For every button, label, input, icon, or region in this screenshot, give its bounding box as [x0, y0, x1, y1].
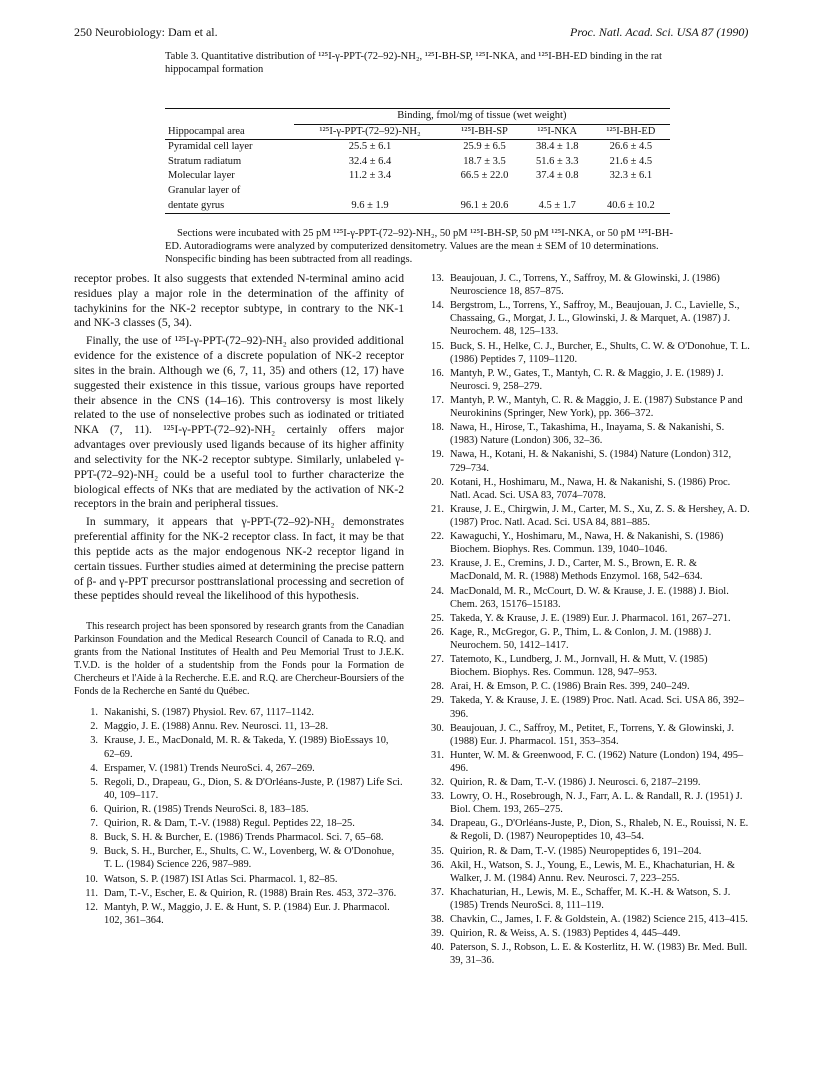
reference-item: [74, 720, 404, 733]
reference-number: 26.: [431, 626, 444, 638]
reference-item: [420, 845, 750, 858]
table-cell-value: 21.6 ± 4.5: [609, 155, 653, 167]
reference-item: [420, 272, 750, 298]
reference-number: 28.: [431, 681, 444, 693]
table-cell-value: 37.4 ± 0.8: [535, 170, 579, 182]
table-col-header: ¹²⁵I-BH-ED: [592, 124, 670, 140]
reference-text: Quirion, R. (1985) Trends NeuroSci. 8, 183–185.: [104, 803, 309, 815]
table-row: [165, 155, 670, 170]
reference-text: Arai, H. & Emson, P. C. (1986) Brain Res. 399, 240–249.: [450, 681, 690, 693]
reference-text: Maggio, J. E. (1988) Annu. Rev. Neurosci. 11, 13–28.: [104, 721, 329, 733]
reference-number: 34.: [431, 818, 444, 830]
table-cell-value: 11.2 ± 3.4: [348, 170, 392, 182]
running-header-right: Proc. Natl. Acad. Sci. USA 87 (1990): [570, 25, 749, 39]
reference-text: Takeda, Y. & Krause, J. E. (1989) Proc. Natl. Acad. Sci. USA 86, 392–396.: [450, 695, 744, 720]
reference-number: 30.: [431, 722, 444, 734]
reference-text: Nawa, H., Hirose, T., Takashima, H., Inayama, S. & Nakanishi, S. (1983) Nature (London) 306, 32–36.: [450, 422, 725, 447]
reference-number: 33.: [431, 791, 444, 803]
reference-number: 4.: [90, 762, 98, 774]
table-cell-value: [294, 184, 447, 199]
reference-item: [420, 886, 750, 912]
table-cell-area: Molecular layer: [168, 170, 235, 182]
table-cell-value: 25.9 ± 6.5: [463, 141, 506, 153]
table-cell-value: 32.4 ± 6.4: [348, 155, 392, 167]
reference-item: [420, 680, 750, 693]
reference-number: 18.: [431, 422, 444, 434]
reference-number: 35.: [431, 845, 444, 857]
reference-text: Paterson, S. J., Robson, L. E. & Kosterlitz, H. W. (1983) Br. Med. Bull. 39, 31–36.: [450, 942, 748, 967]
reference-text: Hunter, W. M. & Greenwood, F. C. (1962) Nature (London) 194, 495–496.: [450, 749, 744, 774]
running-header-left: 250 Neurobiology: Dam et al.: [74, 25, 218, 39]
reference-text: Mantyh, P. W., Maggio, J. E. & Hunt, S. P. (1984) Eur. J. Pharmacol. 102, 361–364.: [104, 901, 390, 926]
reference-number: 21.: [431, 503, 444, 515]
reference-item: [420, 941, 750, 967]
table-cell-area: Granular layer of: [168, 184, 241, 196]
reference-text: Mantyh, P. W., Mantyh, C. R. & Maggio, J. E. (1987) Substance P and Neurokinins (Springer, New York), pp. 366–372.: [450, 394, 743, 420]
table-cell-area: dentate gyrus: [165, 199, 294, 214]
reference-text: Bergstrom, L., Torrens, Y., Saffroy, M., Beaujouan, J. C., Lavielle, S., Chassaing, G., Morgat, J. L., Glowinski, J. & Marquet, A. (1987) J. Neurochem. 48, 125–133.: [450, 300, 740, 338]
reference-item: [420, 448, 750, 474]
reference-number: 39.: [431, 928, 444, 940]
reference-number: 7.: [90, 818, 98, 830]
table-cell-value: 96.1 ± 20.6: [446, 199, 522, 214]
table-cell-area: Stratum radiatum: [168, 155, 242, 167]
reference-item: [74, 887, 404, 900]
reference-text: Mantyh, P. W., Gates, T., Mantyh, C. R. & Maggio, J. E. (1989) J. Neurosci. 9, 258–279.: [450, 367, 724, 392]
reference-number: 32.: [431, 777, 444, 789]
reference-number: 12.: [85, 901, 98, 913]
table-cell-value: 51.6 ± 3.3: [535, 155, 579, 167]
reference-text: Khachaturian, H., Lewis, M. E., Schaffer, M. K.-H. & Watson, S. J. (1985) Trends NeuroSci. 8, 111–119.: [450, 886, 731, 912]
reference-item: [420, 927, 750, 940]
reference-text: Drapeau, G., D'Orléans-Juste, P., Dion, S., Rhaleb, N. E., Rouissi, N. E. & Regoli, D. (1987) Neuropeptides 10, 43–54.: [450, 818, 749, 843]
binding-table: [165, 108, 670, 214]
reference-text: Krause, J. E., Chirgwin, J. M., Carter, M. S., Xu, Z. S. & Hershey, A. D. (1987) Proc. Natl. Acad. Sci. USA 84, 881–885.: [450, 503, 750, 528]
reference-number: 24.: [431, 585, 444, 597]
reference-item: [420, 859, 750, 885]
reference-number: 25.: [431, 612, 444, 624]
table-cell-value: [592, 184, 670, 199]
reference-item: [420, 340, 750, 366]
reference-text: Quirion, R. & Dam, T.-V. (1985) Neuropeptides 6, 191–204.: [450, 845, 702, 857]
table-cell-value: 25.5 ± 6.1: [348, 141, 392, 153]
reference-item: [420, 749, 750, 775]
reference-text: Krause, J. E., Cremins, J. D., Carter, M. S., Brown, E. R. & MacDonald, M. R. (1988) Methods Enzymol. 168, 542–634.: [450, 558, 703, 583]
paragraph: receptor probes. It also suggests that extended N-terminal amino acid residues play a major role in the determination of the affinity of tachykinins for the NK-2 receptor subtype, in contrary to the NK-1 and NK-3 classes (5, 34).: [74, 272, 404, 330]
table-cell-value: [523, 184, 592, 199]
table-cell-value: 4.5 ± 1.7: [523, 199, 592, 214]
reference-text: Dam, T.-V., Escher, E. & Quirion, R. (1988) Brain Res. 453, 372–376.: [104, 887, 397, 899]
table-col-header: ¹²⁵I-BH-SP: [446, 124, 522, 140]
reference-number: 22.: [431, 531, 444, 543]
reference-number: 37.: [431, 886, 444, 898]
reference-item: [420, 612, 750, 625]
reference-number: 31.: [431, 749, 444, 761]
reference-item: [420, 367, 750, 393]
reference-item: [420, 476, 750, 502]
table-body: [165, 140, 670, 214]
reference-text: Kawaguchi, Y., Hoshimaru, M., Nawa, H. & Nakanishi, S. (1986) Biochem. Biophys. Res. Commun. 139, 1040–1046.: [450, 531, 724, 556]
table-area-header: Hippocampal area: [165, 109, 294, 140]
table-row: [165, 199, 670, 214]
reference-item: [420, 776, 750, 789]
reference-item: [420, 790, 750, 816]
reference-item: [74, 845, 404, 871]
paragraph: Finally, the use of ¹²⁵I-γ-PPT-(72–92)-NH₂ also provided additional evidence for the existence of a discrete population of NK-2 receptor sites in the brain. Although we (6, 7, 11, 35) and others (12, 17) have suggested their existence in this tissue, various groups have reported their absence in the CNS (14–16). This controversy is most likely related to the use of nonselective probes such as iodinated or tritiated NKA (7, 11). ¹²⁵I-γ-PPT-(72–92)-NH₂ certainly offers major advantages over previously used ligands because of its higher affinity and selectivity for the NK-2 receptor subtype. Similarly, unlabeled γ-PPT-(72–92)-NH₂ could be a useful tool to further characterize the biological effects of NKs that are mediated by the activation of NK-2 receptors in the brain and peripheral tissues.: [74, 334, 404, 511]
table-row: [165, 169, 670, 184]
table-cell-value: 38.4 ± 1.8: [535, 141, 579, 153]
reference-number: 23.: [431, 558, 444, 570]
reference-item: [420, 503, 750, 529]
table-cell-area: Pyramidal cell layer: [168, 141, 253, 153]
table-cell-value: [446, 184, 522, 199]
reference-list-left: [74, 706, 404, 927]
reference-text: Quirion, R. & Dam, T.-V. (1988) Regul. Peptides 22, 18–25.: [104, 818, 355, 830]
reference-number: 14.: [431, 300, 444, 312]
reference-item: [420, 530, 750, 556]
table-row: [165, 140, 670, 155]
reference-item: [420, 299, 750, 338]
table-span-header: Binding, fmol/mg of tissue (wet weight): [294, 109, 670, 125]
reference-number: 3.: [90, 735, 98, 747]
reference-item: [420, 626, 750, 652]
reference-text: Tatemoto, K., Lundberg, J. M., Jornvall, H. & Mutt, V. (1985) Biochem. Biophys. Res. Commun. 128, 947–953.: [450, 654, 708, 679]
right-column: [420, 272, 750, 969]
reference-number: 5.: [90, 776, 98, 788]
table-col-header: ¹²⁵I-γ-PPT-(72–92)-NH₂: [294, 124, 447, 140]
reference-item: [74, 817, 404, 830]
reference-list-right: [420, 272, 750, 968]
reference-text: Buck, S. H., Helke, C. J., Burcher, E., Shults, C. W. & O'Donohue, T. L. (1986) Peptides 7, 1109–1120.: [450, 340, 750, 365]
reference-number: 9.: [90, 846, 98, 858]
reference-item: [420, 557, 750, 583]
reference-text: Nakanishi, S. (1987) Physiol. Rev. 67, 1117–1142.: [104, 707, 315, 719]
reference-text: Kotani, H., Hoshimaru, M., Nawa, H. & Nakanishi, S. (1986) Proc. Natl. Acad. Sci. USA 83, 7074–7078.: [450, 476, 731, 501]
reference-item: [420, 913, 750, 926]
reference-item: [420, 394, 750, 420]
reference-text: MacDonald, M. R., McCourt, D. W. & Krause, J. E. (1988) J. Biol. Chem. 263, 15176–15183.: [450, 585, 729, 610]
table-cell-value: 26.6 ± 4.5: [609, 141, 653, 153]
table-cell-value: 9.6 ± 1.9: [294, 199, 447, 214]
acknowledgments: This research project has been sponsored by research grants from the Canadian Parkinson Foundation and the Medical Research Council of Canada to R.Q. and grants from the National Institutes of Health and Peu Memorial Trust to J.E.K. T.V.D. is the holder of a studentship from the Fonds pour la Formation de Chercheurs et l'Aide à la Recherche. E.E. and R.Q. are Chercheur-Boursiers of the Fonds de la Recherche en Santé du Québec.: [74, 621, 404, 698]
reference-number: 8.: [90, 832, 98, 844]
reference-item: [74, 734, 404, 760]
table-row: [165, 184, 670, 199]
reference-number: 13.: [431, 273, 444, 284]
table-col-header: ¹²⁵I-NKA: [523, 124, 592, 140]
reference-number: 19.: [431, 449, 444, 461]
reference-text: Chavkin, C., James, I. F. & Goldstein, A. (1982) Science 215, 413–415.: [450, 914, 748, 926]
reference-item: [420, 694, 750, 720]
reference-text: Kage, R., McGregor, G. P., Thim, L. & Conlon, J. M. (1988) J. Neurochem. 50, 1412–1417.: [450, 626, 712, 651]
table-cell-value: 66.5 ± 22.0: [460, 170, 509, 182]
reference-text: Quirion, R. & Weiss, A. S. (1983) Peptides 4, 445–449.: [450, 928, 681, 940]
reference-text: Beaujouan, J. C., Torrens, Y., Saffroy, M. & Glowinski, J. (1986) Neuroscience 18, 857–875.: [450, 273, 720, 298]
reference-item: [420, 585, 750, 611]
reference-number: 27.: [431, 654, 444, 666]
reference-number: 40.: [431, 942, 444, 954]
table-cell-value: 32.3 ± 6.1: [609, 170, 653, 182]
reference-text: Lowry, O. H., Rosebrough, N. J., Farr, A. L. & Randall, R. J. (1951) J. Biol. Chem. 193, 265–275.: [450, 791, 743, 816]
table-cell-value: 18.7 ± 3.5: [463, 155, 506, 167]
reference-item: [74, 803, 404, 816]
reference-item: [420, 722, 750, 748]
table-footnote: Sections were incubated with 25 pM ¹²⁵I-γ-PPT-(72–92)-NH₂, 50 pM ¹²⁵I-BH-SP, 50 pM ¹²⁵I-NKA, or 50 pM ¹²⁵I-BH-ED. Autoradiograms were analyzed by computerized densitometry. Values are the mean ± SEM of 10 determinations. Nonspecific binding has been subtracted from all readings.: [165, 228, 673, 265]
reference-item: [74, 873, 404, 886]
reference-number: 38.: [431, 914, 444, 926]
reference-number: 29.: [431, 695, 444, 707]
reference-text: Regoli, D., Drapeau, G., Dion, S. & D'Orléans-Juste, P. (1987) Life Sci. 40, 109–117.: [104, 776, 403, 801]
reference-text: Takeda, Y. & Krause, J. E. (1989) Eur. J. Pharmacol. 161, 267–271.: [450, 612, 731, 624]
paragraph: In summary, it appears that γ-PPT-(72–92)-NH₂ demonstrates preferential affinity for the NK-2 receptor class. In fact, it may be that this peptide acts as the major endogenous NK-2 receptor ligand in certain tissues. Further studies aimed at determining the precise pattern of β- and γ-PPT precursor posttranslational processing and secretion of these peptides should reveal the likelihood of this hypothesis.: [74, 515, 404, 603]
reference-item: [420, 421, 750, 447]
reference-text: Buck, S. H., Burcher, E., Shults, C. W., Lovenberg, W. & O'Donohue, T. L. (1984) Science 226, 987–989.: [104, 846, 395, 871]
reference-number: 11.: [85, 887, 98, 899]
reference-text: Quirion, R. & Dam, T.-V. (1986) J. Neurosci. 6, 2187–2199.: [450, 777, 701, 789]
reference-text: Krause, J. E., MacDonald, M. R. & Takeda, Y. (1989) BioEssays 10, 62–69.: [104, 735, 389, 760]
reference-number: 6.: [90, 803, 98, 815]
reference-number: 17.: [431, 394, 444, 406]
reference-item: [420, 653, 750, 679]
reference-item: [74, 901, 404, 927]
reference-text: Buck, S. H. & Burcher, E. (1986) Trends Pharmacol. Sci. 7, 65–68.: [104, 832, 384, 844]
reference-item: [74, 762, 404, 775]
reference-item: [74, 831, 404, 844]
reference-text: Beaujouan, J. C., Saffroy, M., Petitet, F., Torrens, Y. & Glowinski, J. (1988) Eur. J. Pharmacol. 151, 353–354.: [450, 722, 734, 747]
reference-number: 10.: [85, 873, 98, 885]
left-column: [74, 272, 404, 928]
reference-number: 20.: [431, 476, 444, 488]
reference-number: 15.: [431, 340, 444, 352]
reference-item: [74, 776, 404, 802]
reference-text: Nawa, H., Kotani, H. & Nakanishi, S. (1984) Nature (London) 312, 729–734.: [450, 449, 732, 474]
reference-number: 36.: [431, 859, 444, 871]
reference-item: [74, 706, 404, 719]
reference-number: 1.: [90, 707, 98, 719]
reference-number: 2.: [90, 721, 98, 733]
table-cell-value: 40.6 ± 10.2: [592, 199, 670, 214]
table-caption: Table 3. Quantitative distribution of ¹²⁵I-γ-PPT-(72–92)-NH₂, ¹²⁵I-BH-SP, ¹²⁵I-NKA, and ¹²⁵I-BH-ED binding in the rat hippocampal formation: [165, 51, 662, 75]
reference-item: [420, 817, 750, 843]
reference-text: Erspamer, V. (1981) Trends NeuroSci. 4, 267–269.: [104, 762, 315, 774]
reference-text: Akil, H., Watson, S. J., Young, E., Lewis, M. E., Khachaturian, H. & Walker, J. M. (1984) Annu. Rev. Neurosci. 7, 223–255.: [450, 859, 735, 884]
reference-number: 16.: [431, 367, 444, 379]
reference-text: Watson, S. P. (1987) ISI Atlas Sci. Pharmacol. 1, 82–85.: [104, 873, 338, 885]
